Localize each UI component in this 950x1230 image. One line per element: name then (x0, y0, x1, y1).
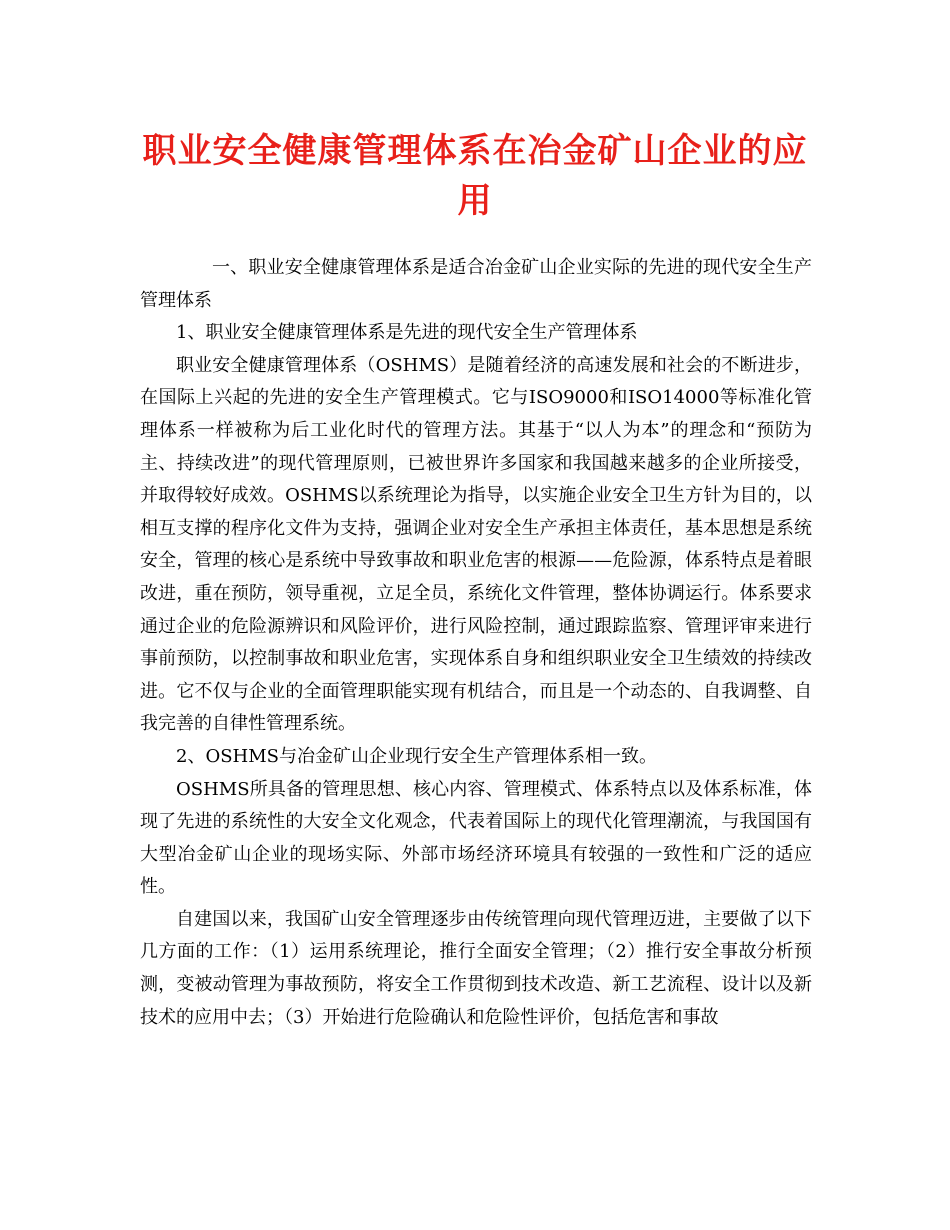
body-paragraph: 自建国以来，我国矿山安全管理逐步由传统管理向现代管理迈进，主要做了以下几方面的工作：（1）运用系统理论，推行全面安全管理；（2）推行安全事故分析预测，变被动管理为事故预防，将安全工作贯彻到技术改造、新工艺流程、设计以及新技术的应用中去；（3）开始进行危险确认和危险性评价，包括危害和事故 (140, 908, 812, 1028)
document-body (140, 252, 812, 1034)
subsection-heading: 2、OSHMS与冶金矿山企业现行安全生产管理体系相一致。 (176, 745, 657, 767)
section-heading: 一、职业安全健康管理体系是适合冶金矿山企业实际的先进的现代安全生产管理体系 (140, 257, 812, 311)
body-paragraph: OSHMS所具备的管理思想、核心内容、管理模式、体系特点以及体系标准，体现了先进的系统性的大安全文化观念，代表着国际上的现代化管理潮流，与我国国有大型冶金矿山企业的现场实际、外部市场经济环境具有较强的一致性和广泛的适应性。 (140, 778, 812, 898)
subsection-heading: 1、职业安全健康管理体系是先进的现代安全生产管理体系 (176, 322, 638, 344)
body-paragraph: 职业安全健康管理体系（OSHMS）是随着经济的高速发展和社会的不断进步，在国际上兴起的先进的安全生产管理模式。它与ISO9000和ISO14000等标准化管理体系一样被称为后工业化时代的管理方法。其基于“以人为本”的理念和“预防为主、持续改进”的现代管理原则，已被世界许多国家和我国越来越多的企业所接受，并取得较好成效。OSHMS以系统理论为指导，以实施企业安全卫生方针为目的，以相互支撑的程序化文件为支持，强调企业对安全生产承担主体责任，基本思想是系统安全，管理的核心是系统中导致事故和职业危害的根源——危险源，体系特点是着眼改进，重在预防，领导重视，立足全员，系统化文件管理，整体协调运行。体系要求通过企业的危险源辨识和风险评价，进行风险控制，通过跟踪监察、管理评审来进行事前预防，以控制事故和职业危害，实现体系自身和组织职业安全卫生绩效的持续改进。它不仅与企业的全面管理职能实现有机结合，而且是一个动态的、自我调整、自我完善的自律性管理系统。 (140, 354, 812, 735)
document-title: 职业安全健康管理体系在冶金矿山企业的应用 (142, 131, 808, 221)
